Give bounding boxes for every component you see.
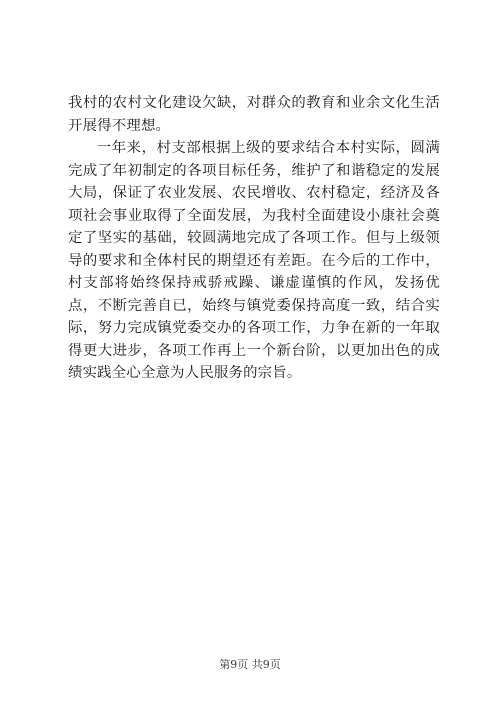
paragraph-1: 我村的农村文化建设欠缺，对群众的教育和业余文化生活开展得不理想。 <box>68 95 440 134</box>
page-number: 第9页 <box>219 658 249 671</box>
page-total: 共9页 <box>251 658 281 671</box>
paragraph-2: 一年来，村支部根据上级的要求结合本村实际，圆满完成了年初制定的各项目标任务，维护了和谐稳定的发展大局，保证了农业发展、农民增收、农村稳定，经济及各项社会事业取得了全面发展，为我村全面建设小康社会奠定了坚实的基础，较圆满地完成了各项工作。但与上级领导的要求和全体村民的期望还有差距。在今后的工作中，村支部将始终保持戒骄戒躁、谦虚谨慎的作风，发扬优点，不断完善自已，始终与镇党委保持高度一致，结合实际，努力完成镇党委交办的各项工作，力争在新的一年取得更大进步，各项工作再上一个新台阶，以更加出色的成绩实践全心全意为人民服务的宗旨。 <box>68 140 440 381</box>
document-body <box>68 92 440 385</box>
page-footer <box>0 656 500 672</box>
